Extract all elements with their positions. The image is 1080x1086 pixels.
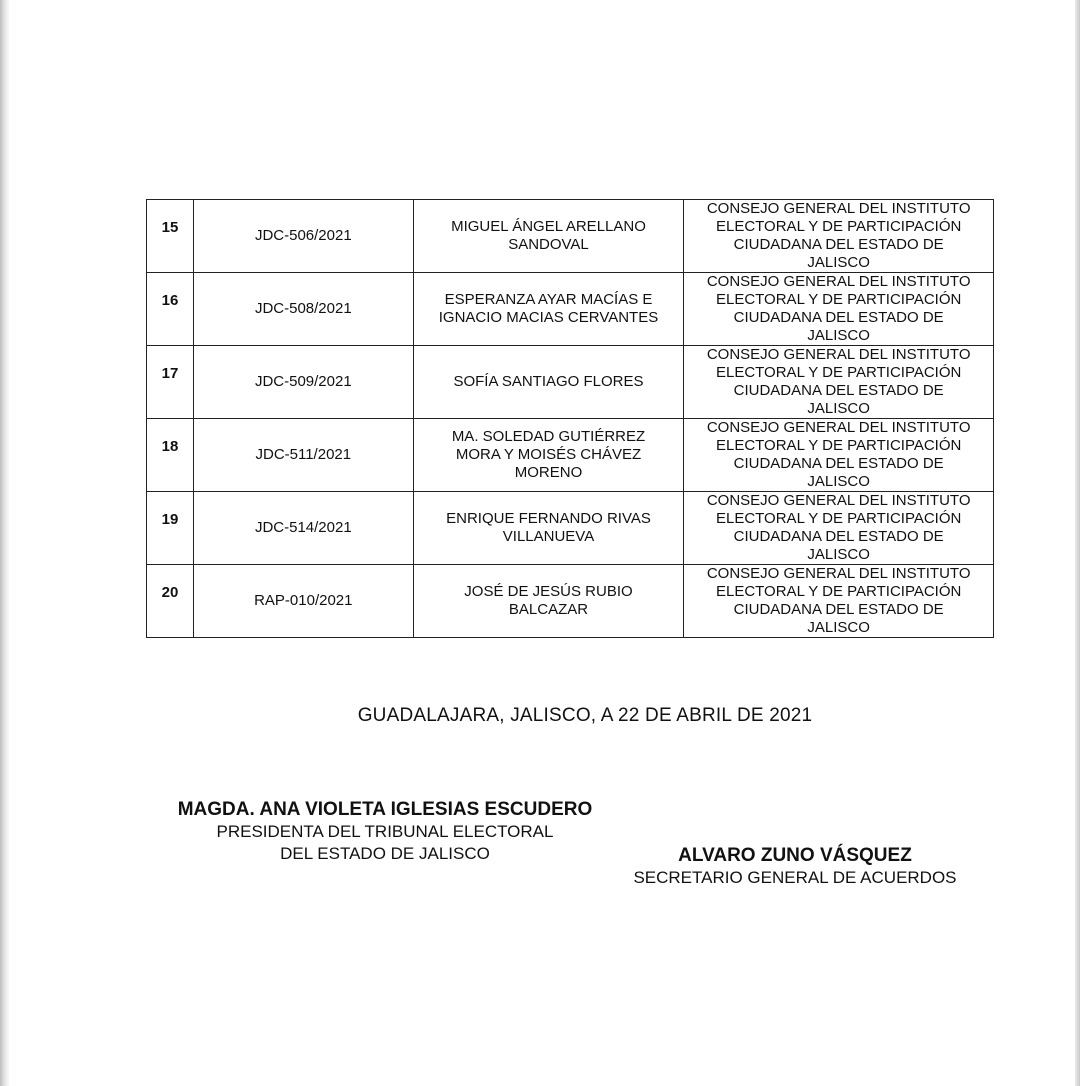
claimant-cell (413, 419, 684, 492)
claimant-line: MORENO (514, 464, 583, 481)
case-number-cell (193, 492, 413, 565)
table-row (147, 419, 994, 492)
case-number-cell (193, 273, 413, 346)
authority-line: CIUDADANA DEL ESTADO DE (733, 309, 944, 326)
page-edge-shadow-left (0, 0, 9, 1086)
claimant-line: ENRIQUE FERNANDO RIVAS (446, 510, 651, 527)
table-row (147, 273, 994, 346)
claimant-line: MIGUEL ÁNGEL ARELLANO (451, 218, 646, 235)
president-title-line-1: PRESIDENTA DEL TRIBUNAL ELECTORAL (216, 822, 554, 841)
president-title-line-2: DEL ESTADO DE JALISCO (280, 844, 490, 863)
row-number-cell (147, 200, 194, 273)
agreements-table (146, 199, 994, 638)
case-number: JDC-511/2021 (255, 446, 352, 463)
authority-line: JALISCO (807, 619, 870, 636)
claimant-cell (413, 492, 684, 565)
signature-block-secretary (600, 845, 990, 889)
case-number-cell (193, 200, 413, 273)
authority-line: CONSEJO GENERAL DEL INSTITUTO (706, 565, 971, 582)
table-row (147, 565, 994, 638)
authority-cell (684, 346, 994, 419)
case-number: JDC-506/2021 (254, 227, 352, 244)
signature-block-president (150, 799, 620, 865)
case-number-cell (193, 565, 413, 638)
authority-line: JALISCO (807, 400, 870, 417)
claimant-line: VILLANUEVA (502, 528, 595, 545)
authority-line: ELECTORAL Y DE PARTICIPACIÓN (715, 218, 962, 235)
claimant-cell (413, 565, 684, 638)
authority-cell (684, 200, 994, 273)
authority-line: CONSEJO GENERAL DEL INSTITUTO (706, 419, 971, 436)
authority-line: ELECTORAL Y DE PARTICIPACIÓN (715, 364, 962, 381)
authority-cell (684, 273, 994, 346)
table-row (147, 346, 994, 419)
authority-line: CONSEJO GENERAL DEL INSTITUTO (706, 346, 971, 363)
agreements-table-body (147, 200, 994, 638)
authority-line: JALISCO (807, 546, 870, 563)
row-number: 16 (161, 292, 179, 309)
row-number-cell (147, 419, 194, 492)
row-number: 18 (161, 438, 179, 455)
authority-line: ELECTORAL Y DE PARTICIPACIÓN (715, 437, 962, 454)
authority-line: CIUDADANA DEL ESTADO DE (733, 601, 944, 618)
authority-cell (684, 492, 994, 565)
table-row (147, 492, 994, 565)
claimant-line: BALCAZAR (508, 601, 589, 618)
case-number: RAP-010/2021 (254, 592, 353, 609)
authority-line: JALISCO (807, 473, 870, 490)
authority-line: CONSEJO GENERAL DEL INSTITUTO (706, 492, 971, 509)
case-number: JDC-514/2021 (254, 519, 352, 536)
claimant-line: JOSÉ DE JESÚS RUBIO (464, 583, 633, 600)
authority-line: CIUDADANA DEL ESTADO DE (733, 528, 944, 545)
row-number: 15 (161, 219, 179, 236)
claimant-cell (413, 200, 684, 273)
row-number: 19 (161, 511, 179, 528)
page-edge-shadow-right (1075, 0, 1080, 1086)
claimant-line: SOFÍA SANTIAGO FLORES (453, 373, 644, 390)
authority-line: CIUDADANA DEL ESTADO DE (733, 382, 944, 399)
authority-line: ELECTORAL Y DE PARTICIPACIÓN (715, 583, 962, 600)
authority-line: CIUDADANA DEL ESTADO DE (733, 455, 944, 472)
president-name: MAGDA. ANA VIOLETA IGLESIAS ESCUDERO (177, 799, 593, 820)
authority-cell (684, 419, 994, 492)
secretary-name: ALVARO ZUNO VÁSQUEZ (678, 845, 912, 866)
row-number-cell (147, 492, 194, 565)
claimant-line: MORA Y MOISÉS CHÁVEZ (455, 446, 642, 463)
claimant-line: SANDOVAL (508, 236, 589, 253)
claimant-cell (413, 273, 684, 346)
secretary-title: SECRETARIO GENERAL DE ACUERDOS (633, 868, 957, 887)
case-number: JDC-509/2021 (254, 373, 352, 390)
table-row (147, 200, 994, 273)
authority-line: CONSEJO GENERAL DEL INSTITUTO (706, 200, 971, 217)
authority-line: ELECTORAL Y DE PARTICIPACIÓN (715, 291, 962, 308)
claimant-cell (413, 346, 684, 419)
place-and-date: GUADALAJARA, JALISCO, A 22 DE ABRIL DE 2021 (357, 705, 813, 726)
authority-line: JALISCO (807, 254, 870, 271)
claimant-line: MA. SOLEDAD GUTIÉRREZ (451, 428, 646, 445)
row-number-cell (147, 565, 194, 638)
authority-cell (684, 565, 994, 638)
authority-line: CONSEJO GENERAL DEL INSTITUTO (706, 273, 971, 290)
row-number: 17 (161, 365, 179, 382)
case-number: JDC-508/2021 (254, 300, 352, 317)
row-number-cell (147, 346, 194, 419)
claimant-line: IGNACIO MACIAS CERVANTES (438, 309, 659, 326)
row-number: 20 (161, 584, 179, 601)
case-number-cell (193, 419, 413, 492)
authority-line: ELECTORAL Y DE PARTICIPACIÓN (715, 510, 962, 527)
authority-line: JALISCO (807, 327, 870, 344)
row-number-cell (147, 273, 194, 346)
authority-line: CIUDADANA DEL ESTADO DE (733, 236, 944, 253)
claimant-line: ESPERANZA AYAR MACÍAS E (444, 291, 653, 308)
case-number-cell (193, 346, 413, 419)
